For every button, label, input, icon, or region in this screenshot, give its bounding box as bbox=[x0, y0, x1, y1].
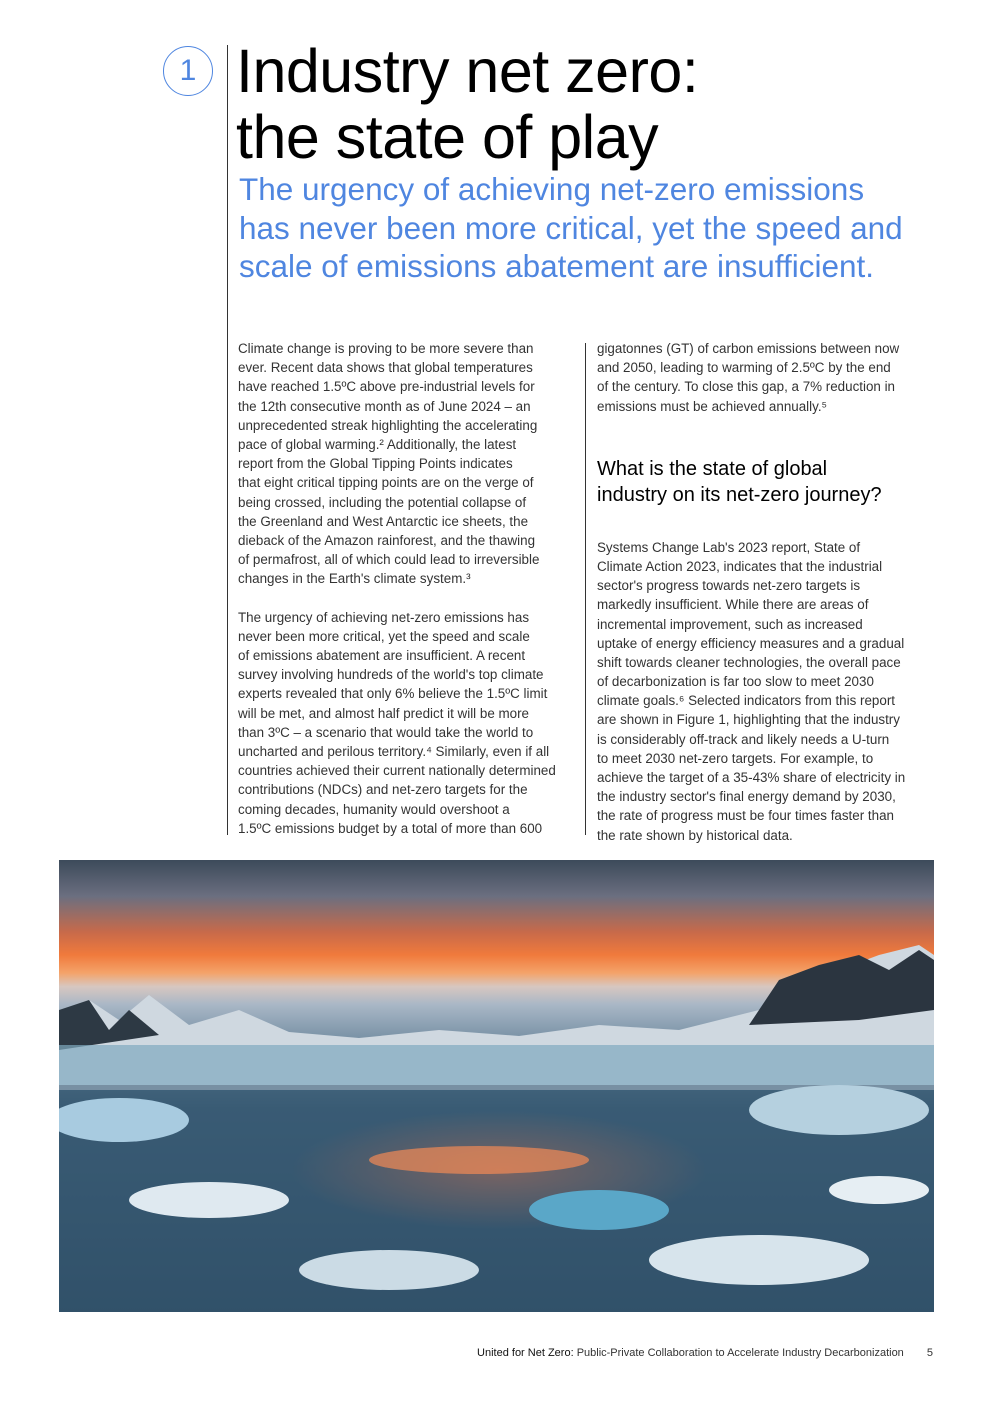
paragraph bbox=[238, 339, 556, 588]
text-line: report from the Global Tipping Points indicates bbox=[238, 456, 513, 472]
column-divider bbox=[585, 343, 586, 835]
subtitle-line: scale of emissions abatement are insufficient. bbox=[239, 248, 874, 284]
subtitle-line: has never been more critical, yet the speed and bbox=[239, 209, 903, 246]
text-line: of permafrost, all of which could lead to irreversible bbox=[238, 552, 540, 568]
text-line: never been more critical, yet the speed and scale bbox=[238, 628, 530, 644]
text-line: to meet 2030 net-zero targets. For example, to bbox=[597, 750, 874, 766]
text-line: the rate shown by historical data. bbox=[597, 827, 793, 843]
page-number: 5 bbox=[926, 1347, 933, 1359]
text-line: that eight critical tipping points are on the verge of bbox=[238, 475, 534, 491]
text-line: and 2050, leading to warming of 2.5ºC by the end bbox=[597, 360, 891, 376]
ice-landscape-illustration bbox=[59, 860, 934, 1312]
footer-report-name: United for Net Zero: bbox=[477, 1347, 574, 1359]
arctic-sunset-photo bbox=[59, 860, 934, 1312]
paragraph bbox=[597, 538, 905, 845]
text-line: gigatonnes (GT) of carbon emissions between now bbox=[597, 341, 900, 356]
text-line: achieve the target of a 35-43% share of electricity in bbox=[597, 770, 906, 785]
footer-report-subtitle: Public-Private Collaboration to Accelerate Industry Decarbonization bbox=[576, 1347, 904, 1359]
text-line: of emissions abatement are insufficient. A recent bbox=[238, 648, 526, 663]
paragraph bbox=[597, 339, 905, 416]
text-line: being crossed, including the potential collapse of bbox=[238, 494, 527, 510]
text-line: of the century. To close this gap, a 7% reduction in bbox=[597, 379, 895, 395]
text-line: emissions must be achieved annually.⁵ bbox=[597, 398, 828, 414]
text-line: uptake of energy efficiency measures and a gradual bbox=[597, 635, 905, 651]
text-line: Climate Action 2023, indicates that the industrial bbox=[597, 558, 883, 574]
text-line: will be met, and almost half predict it will be more bbox=[238, 705, 529, 721]
title-line: the state of play bbox=[236, 103, 659, 171]
text-line: unprecedented streak highlighting the accelerating bbox=[238, 417, 538, 433]
text-line: the industry sector's final energy demand by 2030, bbox=[597, 789, 896, 805]
text-line: is considerably off-track and likely needs a U-turn bbox=[597, 731, 890, 747]
page-subtitle bbox=[239, 170, 903, 286]
heading-line: industry on its net-zero journey? bbox=[597, 483, 882, 506]
text-line: contributions (NDCs) and net-zero targets for the bbox=[238, 782, 528, 798]
text-line: sector's progress towards net-zero targets is bbox=[597, 578, 861, 594]
text-line: the Greenland and West Antarctic ice sheets, the bbox=[238, 513, 529, 529]
text-line: changes in the Earth's climate system.³ bbox=[238, 571, 471, 587]
text-line: incremental improvement, such as increased bbox=[597, 616, 863, 632]
text-line: shift towards cleaner technologies, the overall pace bbox=[597, 654, 901, 670]
page-title bbox=[236, 38, 698, 170]
text-line: Climate change is proving to be more severe than bbox=[238, 341, 534, 356]
text-line: countries achieved their current nationally determined bbox=[238, 763, 556, 779]
text-line: experts revealed that only 6% believe the 1.5ºC limit bbox=[238, 686, 548, 702]
title-line: Industry net zero: bbox=[236, 37, 699, 105]
subtitle-line: The urgency of achieving net-zero emissions bbox=[239, 171, 865, 207]
text-line: of decarbonization is far too slow to meet 2030 bbox=[597, 674, 874, 690]
text-line: coming decades, humanity would overshoot a bbox=[238, 801, 510, 817]
text-line: The urgency of achieving net-zero emissions has bbox=[238, 609, 530, 625]
text-line: dieback of the Amazon rainforest, and the thawing bbox=[238, 532, 536, 548]
text-line: have reached 1.5ºC above pre-industrial levels for bbox=[238, 379, 535, 395]
text-line: climate goals.⁶ Selected indicators from this report bbox=[597, 693, 896, 709]
text-line: ever. Recent data shows that global temperatures bbox=[238, 360, 533, 376]
text-line: than 3ºC – a scenario that would take the world to bbox=[238, 724, 534, 740]
title-rule bbox=[227, 45, 228, 835]
left-column bbox=[238, 339, 556, 838]
text-line: 1.5ºC emissions budget by a total of more than 600 bbox=[238, 820, 543, 836]
chapter-number-badge: 1 bbox=[163, 46, 213, 96]
text-line: uncharted and perilous territory.⁴ Similarly, even if all bbox=[238, 743, 550, 759]
section-heading bbox=[597, 456, 905, 508]
text-line: are shown in Figure 1, highlighting that the industry bbox=[597, 712, 900, 728]
heading-line: What is the state of global bbox=[597, 457, 828, 480]
paragraph bbox=[238, 608, 556, 838]
text-line: markedly insufficient. While there are areas of bbox=[597, 597, 869, 613]
text-line: survey involving hundreds of the world's top climate bbox=[238, 667, 544, 683]
page-footer bbox=[477, 1347, 933, 1359]
text-line: the rate of progress must be four times faster than bbox=[597, 808, 894, 824]
text-line: pace of global warming.² Additionally, the latest bbox=[238, 436, 517, 452]
text-line: Systems Change Lab's 2023 report, State of bbox=[597, 539, 861, 555]
right-column bbox=[597, 339, 905, 845]
text-line: the 12th consecutive month as of June 2024 – an bbox=[238, 398, 531, 414]
